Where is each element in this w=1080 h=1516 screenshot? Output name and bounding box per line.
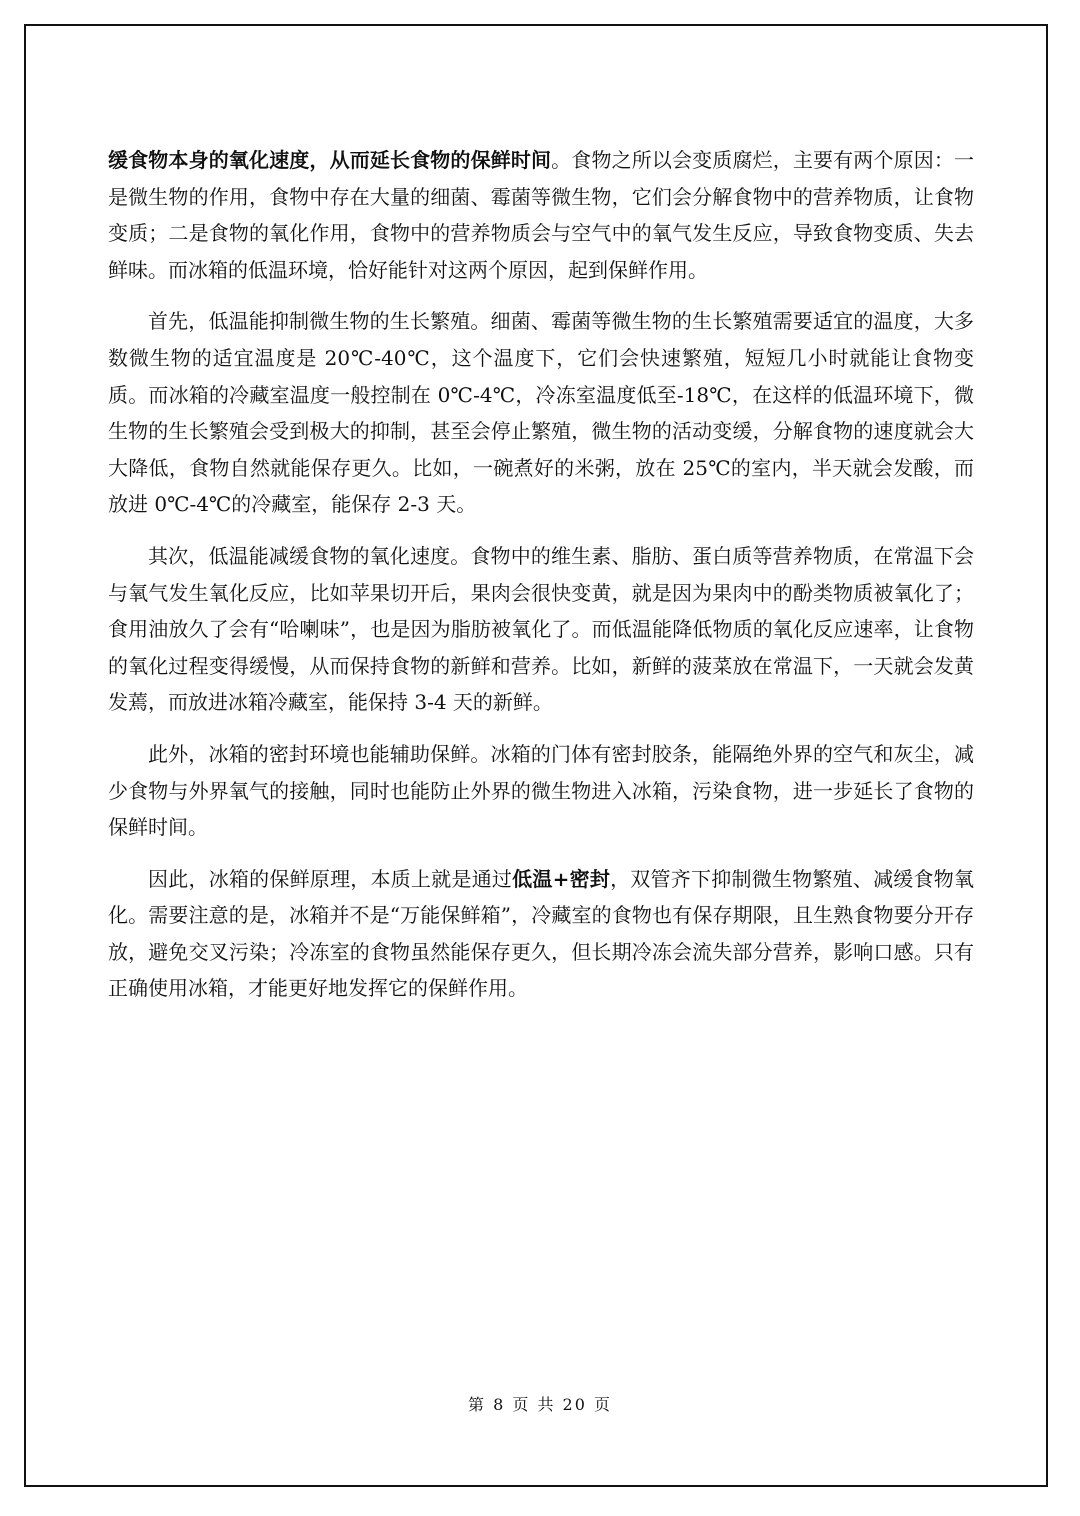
paragraph-microbes: 首先，低温能抑制微生物的生长繁殖。细菌、霉菌等微生物的生长繁殖需要适宜的温度，大多数微生物的适宜温度是 20℃-40℃，这个温度下，它们会快速繁殖，短短几小时就能让食物变质。而冰箱的冷藏室温度一般控制在 0℃-4℃，冷冻室温度低至-18℃，在这样的低温环境下，微生物的生长繁殖会受到极大的抑制，甚至会停止繁殖，微生物的活动变缓，分解食物的速度就会大大降低，食物自然就能保存更久。比如，一碗煮好的米粥，放在 25℃的室内，半天就会发酸，而放进 0℃-4℃的冷藏室，能保存 2-3 天。 [108, 309, 974, 517]
paragraph-seal: 此外，冰箱的密封环境也能辅助保鲜。冰箱的门体有密封胶条，能隔绝外界的空气和灰尘，减少食物与外界氧气的接触，同时也能防止外界的微生物进入冰箱，污染食物，进一步延长了食物的保鲜时间。 [108, 741, 974, 840]
paragraph-text: ，双管齐下抑制微生物繁殖、减缓食物氧化。需要注意的是，冰箱并不是“万能保鲜箱”，冷藏室的食物也有保存期限，且生熟食物要分开存放，避免交叉污染；冷冻室的食物虽然能保存更久，但长期冷冻会流失部分营养，影响口感。只有正确使用冰箱，才能更好地发挥它的保鲜作用。 [108, 866, 975, 1001]
bold-key-phrase: 低温+密封 [512, 866, 611, 891]
paragraph-conclusion [108, 861, 974, 1007]
document-body [108, 142, 974, 1007]
page-number-footer: 第 8 页 共 20 页 [468, 1395, 612, 1414]
paragraph-intro [108, 142, 974, 288]
paragraph-oxidation: 其次，低温能减缓食物的氧化速度。食物中的维生素、脂肪、蛋白质等营养物质，在常温下会与氧气发生氧化反应，比如苹果切开后，果肉会很快变黄，就是因为果肉中的酚类物质被氧化了；食用油放久了会有“哈喇味”，也是因为脂肪被氧化了。而低温能降低物质的氧化反应速率，让食物的氧化过程变得缓慢，从而保持食物的新鲜和营养。比如，新鲜的菠菜放在常温下，一天就会发黄发蔫，而放进冰箱冷藏室，能保持 3-4 天的新鲜。 [108, 543, 974, 715]
bold-intro-text: 缓食物本身的氧化速度，从而延长食物的保鲜时间 [108, 148, 552, 172]
paragraph-text: 因此，冰箱的保鲜原理，本质上就是通过 [148, 866, 513, 891]
paragraph-text: 。食物之所以会变质腐烂，主要有两个原因：一是微生物的作用，食物中存在大量的细菌、霉菌等微生物，它们会分解食物中的营养物质，让食物变质；二是食物的氧化作用，食物中的营养物质会与空气中的氧气发生反应，导致食物变质、失去鲜味。而冰箱的低温环境，恰好能针对这两个原因，起到保鲜作用。 [108, 148, 975, 282]
